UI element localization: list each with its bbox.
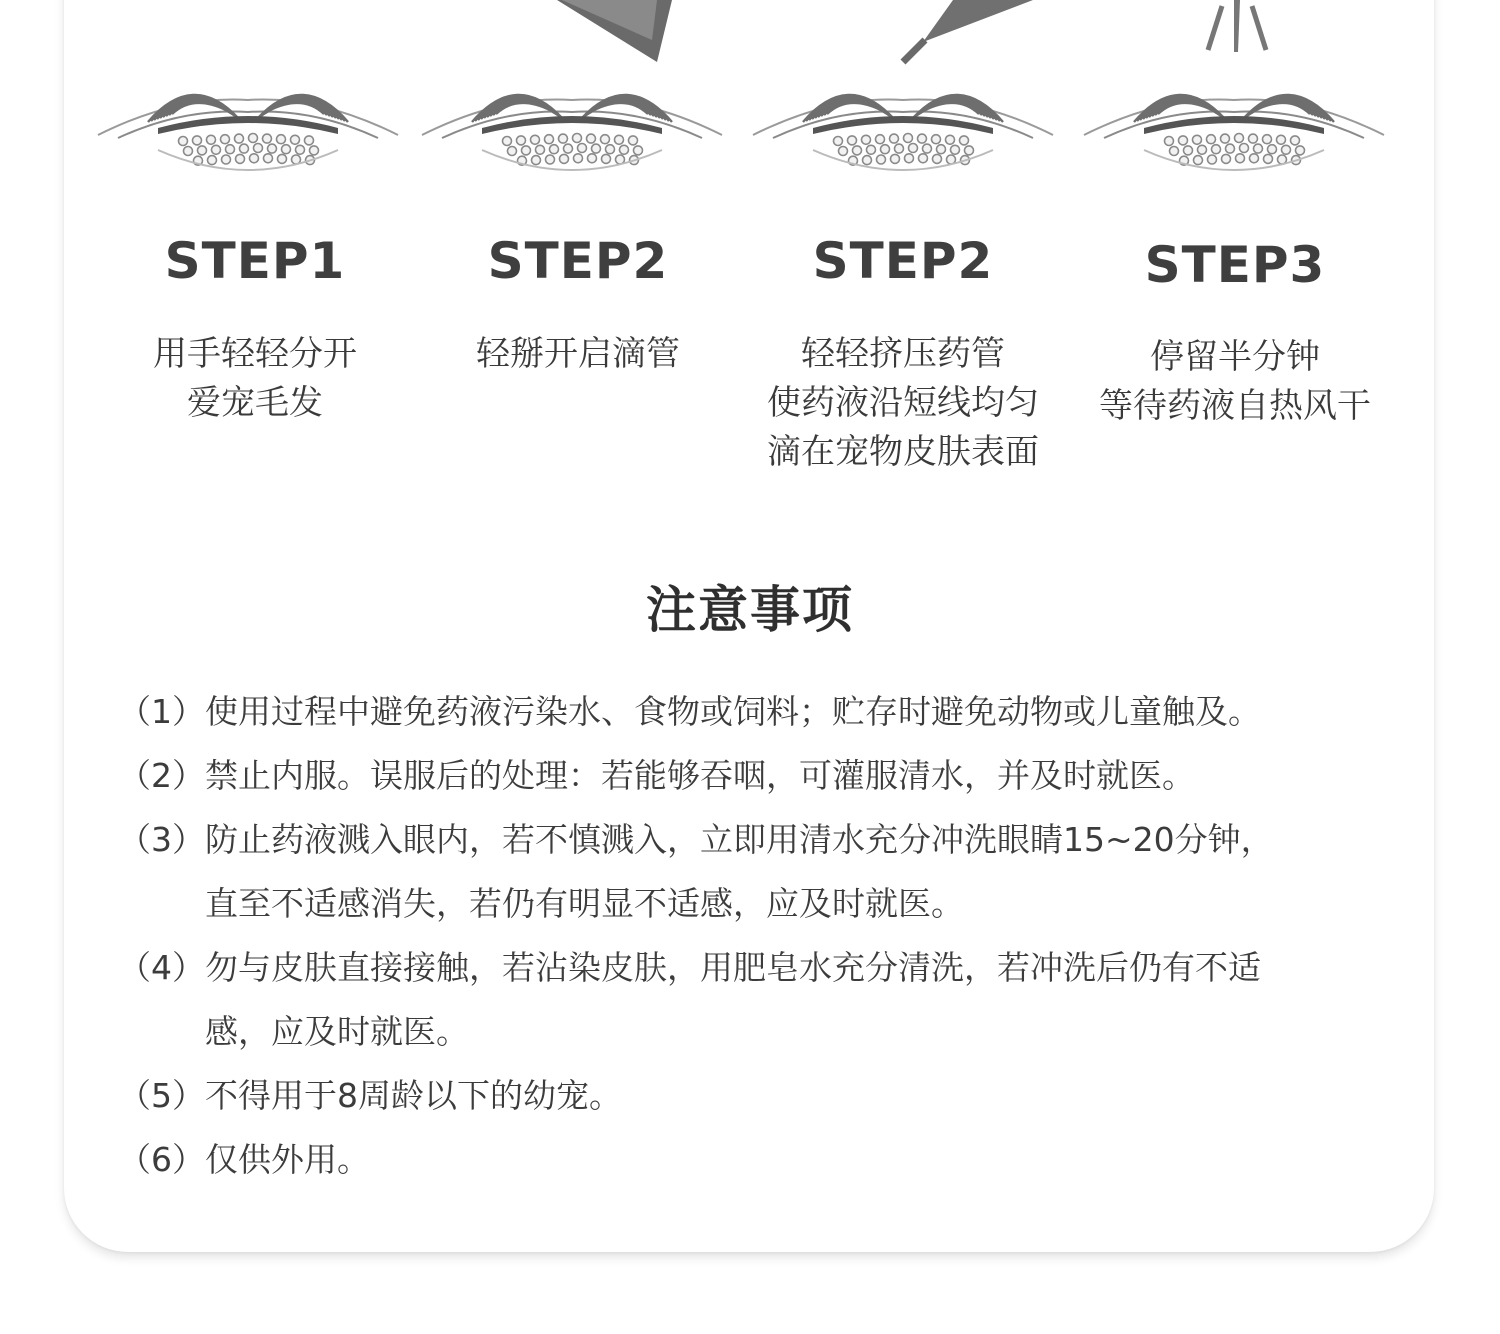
dropper-squeeze-icon [743,0,1063,200]
notice-line: 使用过程中避免药液污染水、食物或饲料；贮存时避免动物或儿童触及。 [205,692,1261,731]
notice-line: 防止药液溅入眼内，若不慎溅入，立即用清水充分冲洗眼睛15~20分钟， [205,820,1274,859]
notice-item-5 [118,1064,1398,1128]
notice-line: 禁止内服。误服后的处理：若能够吞咽，可灌服清水，并及时就医。 [205,756,1195,795]
notice-text [205,808,1398,936]
notice-number: （5） [118,1076,205,1115]
step-desc-line: 轻掰开启滴管 [476,334,680,374]
step-description [1070,333,1400,431]
notice-number: （1） [118,692,205,731]
notice-text [205,744,1398,808]
evaporation-icon [1074,0,1394,200]
step-desc-line: 爱宠毛发 [187,383,323,423]
step-description [90,330,420,428]
notice-number: （4） [118,948,205,987]
notice-line: 不得用于8周龄以下的幼宠。 [205,1076,622,1115]
notice-item-4 [118,936,1398,1064]
step-desc-line: 使药液沿短线均匀 [767,383,1039,423]
notice-line: 直至不适感消失，若仍有明显不适感，应及时就医。 [205,884,964,923]
notice-line: 感，应及时就医。 [205,1012,469,1051]
notice-item-3 [118,808,1398,936]
skin-hair-parted-icon [88,0,408,200]
notice-number: （3） [118,820,205,859]
step-description [738,330,1068,477]
step-description [413,330,743,379]
step-title: STEP1 [164,232,346,290]
notice-title: 注意事项 [646,581,854,639]
notice-item-6 [118,1128,1398,1192]
notice-text [205,936,1398,1064]
step2b-illustration [743,0,1063,200]
step-desc-line: 滴在宠物皮肤表面 [767,432,1039,472]
step-title: STEP3 [1144,236,1326,294]
notice-number: （2） [118,756,205,795]
notice-line: 勿与皮肤直接接触，若沾染皮肤，用肥皂水充分清洗，若冲洗后仍有不适 [205,948,1261,987]
dropper-tip-icon [412,0,732,200]
step2-illustration [412,0,732,200]
step-desc-line: 轻轻挤压药管 [801,334,1005,374]
notice-number: （6） [118,1140,205,1179]
notice-item-1 [118,680,1398,744]
notice-item-2 [118,744,1398,808]
step-desc-line: 用手轻轻分开 [153,334,357,374]
notice-list [118,680,1398,1192]
step-desc-line: 等待药液自热风干 [1099,386,1371,426]
step-title: STEP2 [487,232,669,290]
step1-illustration [88,0,408,200]
notice-text [205,1128,1398,1192]
step3-illustration [1074,0,1394,200]
notice-text [205,1064,1398,1128]
step-desc-line: 停留半分钟 [1150,337,1320,377]
step-title: STEP2 [812,232,994,290]
notice-text [205,680,1398,744]
notice-line: 仅供外用。 [205,1140,370,1179]
